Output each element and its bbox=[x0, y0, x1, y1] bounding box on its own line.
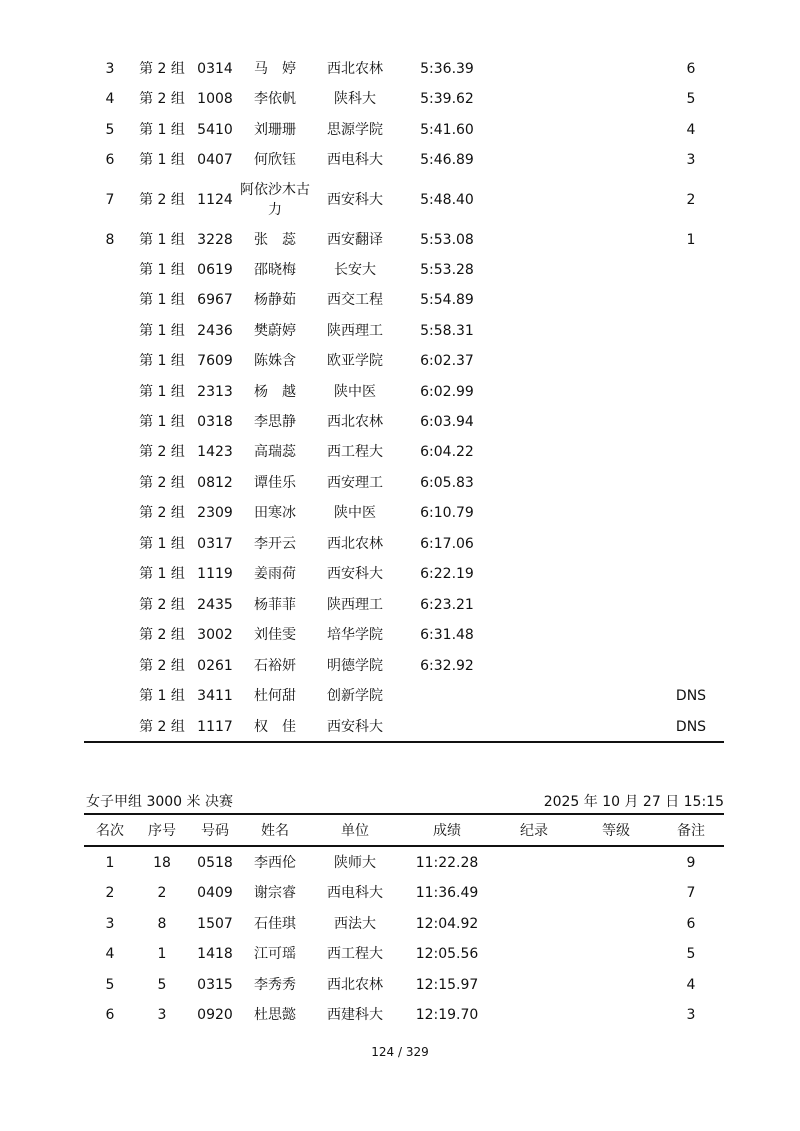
result-cell: 5:53.28 bbox=[420, 262, 474, 278]
note-cell bbox=[666, 377, 716, 407]
note-cell bbox=[666, 529, 716, 559]
result-cell: 5:58.31 bbox=[420, 323, 474, 339]
group-cell: 第 1 组 bbox=[139, 152, 185, 168]
unit-cell: 陕科大 bbox=[334, 91, 376, 107]
name-cell: 姜雨荷 bbox=[254, 566, 296, 582]
group-cell: 第 1 组 bbox=[139, 122, 185, 138]
group-cell: 第 1 组 bbox=[139, 262, 185, 278]
name-cell: 高瑞蕊 bbox=[254, 444, 296, 460]
number-cell: 3228 bbox=[197, 232, 233, 248]
number-cell: 7609 bbox=[197, 353, 233, 369]
result-cell: 6:04.22 bbox=[420, 444, 474, 460]
result-cell: 6:02.99 bbox=[420, 384, 474, 400]
name-cell: 邵晓梅 bbox=[254, 262, 296, 278]
result-cell: 6:02.37 bbox=[420, 353, 474, 369]
note-cell bbox=[666, 407, 716, 437]
group-cell: 第 2 组 bbox=[139, 719, 185, 735]
unit-cell: 西电科大 bbox=[327, 152, 383, 168]
group-cell: 第 1 组 bbox=[139, 414, 185, 430]
result-cell: 6:32.92 bbox=[420, 658, 474, 674]
result-cell: 6:17.06 bbox=[420, 536, 474, 552]
rank-cell bbox=[90, 651, 130, 681]
rank-cell bbox=[90, 590, 130, 620]
note-cell: 7 bbox=[686, 885, 696, 901]
name-cell: 石佳琪 bbox=[254, 916, 296, 932]
result-cell: 5:48.40 bbox=[420, 192, 474, 208]
bib-cell: 5 bbox=[157, 977, 167, 993]
number-cell: 2313 bbox=[197, 384, 233, 400]
rank-cell: 1 bbox=[105, 855, 115, 871]
name-cell: 田寒冰 bbox=[254, 505, 296, 521]
rank-cell: 5 bbox=[105, 977, 115, 993]
number-cell: 3411 bbox=[197, 688, 233, 704]
number-cell: 0315 bbox=[197, 977, 233, 993]
result-cell: 12:19.70 bbox=[415, 1007, 479, 1023]
result-cell: 6:10.79 bbox=[420, 505, 474, 521]
unit-cell: 西安科大 bbox=[327, 566, 383, 582]
table-row bbox=[84, 115, 724, 145]
table-row bbox=[84, 878, 724, 908]
unit-cell: 思源学院 bbox=[327, 122, 383, 138]
number-cell: 0619 bbox=[197, 262, 233, 278]
name-cell: 谭佳乐 bbox=[254, 475, 296, 491]
number-cell: 1008 bbox=[197, 91, 233, 107]
unit-cell: 陕西理工 bbox=[327, 597, 383, 613]
note-cell bbox=[666, 468, 716, 498]
note-cell: 5 bbox=[686, 946, 696, 962]
rank-cell: 2 bbox=[105, 885, 115, 901]
table-row bbox=[84, 407, 724, 437]
group-cell: 第 1 组 bbox=[139, 323, 185, 339]
group-cell: 第 1 组 bbox=[139, 566, 185, 582]
unit-cell: 西电科大 bbox=[327, 885, 383, 901]
note-cell bbox=[666, 316, 716, 346]
result-cell: 11:22.28 bbox=[415, 855, 479, 871]
name-cell: 杨菲菲 bbox=[254, 597, 296, 613]
header-bib: 序号 bbox=[148, 823, 176, 839]
name-cell: 李思静 bbox=[254, 414, 296, 430]
unit-cell: 陕中医 bbox=[334, 505, 376, 521]
table-row bbox=[84, 651, 724, 681]
unit-cell: 西工程大 bbox=[327, 946, 383, 962]
result-cell: 5:39.62 bbox=[420, 91, 474, 107]
note-cell: 9 bbox=[686, 855, 696, 871]
number-cell: 0920 bbox=[197, 1007, 233, 1023]
table-row bbox=[84, 84, 724, 114]
result-cell: 6:05.83 bbox=[420, 475, 474, 491]
table-row bbox=[84, 681, 724, 711]
note-cell: 6 bbox=[686, 61, 696, 77]
number-cell: 1423 bbox=[197, 444, 233, 460]
unit-cell: 西交工程 bbox=[327, 292, 383, 308]
group-cell: 第 2 组 bbox=[139, 475, 185, 491]
result-cell: 12:15.97 bbox=[415, 977, 479, 993]
note-cell bbox=[666, 620, 716, 650]
number-cell: 1117 bbox=[197, 719, 233, 735]
rank-cell bbox=[90, 468, 130, 498]
result-cell: 6:22.19 bbox=[420, 566, 474, 582]
note-cell: 5 bbox=[686, 91, 696, 107]
table-row bbox=[84, 316, 724, 346]
table-row bbox=[84, 939, 724, 969]
group-cell: 第 1 组 bbox=[139, 536, 185, 552]
rank-cell bbox=[90, 346, 130, 376]
result-cell: 6:31.48 bbox=[420, 627, 474, 643]
table-row bbox=[84, 529, 724, 559]
note-cell: 3 bbox=[686, 1007, 696, 1023]
group-cell: 第 2 组 bbox=[139, 444, 185, 460]
table-row bbox=[84, 498, 724, 528]
note-cell bbox=[666, 285, 716, 315]
group-cell: 第 2 组 bbox=[139, 91, 185, 107]
rank-cell bbox=[90, 620, 130, 650]
note-cell: DNS bbox=[675, 719, 707, 735]
table-row bbox=[84, 145, 724, 175]
rank-cell bbox=[90, 681, 130, 711]
note-cell bbox=[666, 255, 716, 285]
rank-cell: 5 bbox=[105, 122, 115, 138]
header-level: 等级 bbox=[602, 823, 630, 839]
name-cell: 马 婷 bbox=[254, 61, 296, 77]
rank-cell: 3 bbox=[105, 916, 115, 932]
unit-cell: 西建科大 bbox=[327, 1007, 383, 1023]
header-top-rule bbox=[84, 813, 724, 815]
result-cell: 11:36.49 bbox=[415, 885, 479, 901]
number-cell: 2435 bbox=[197, 597, 233, 613]
result-cell: 12:05.56 bbox=[415, 946, 479, 962]
rank-cell bbox=[90, 285, 130, 315]
page-number: 124 / 329 bbox=[371, 1045, 429, 1059]
unit-cell: 陕师大 bbox=[334, 855, 376, 871]
rank-cell: 4 bbox=[105, 91, 115, 107]
group-cell: 第 2 组 bbox=[139, 658, 185, 674]
note-cell bbox=[666, 346, 716, 376]
header-note: 备注 bbox=[677, 823, 705, 839]
number-cell: 1418 bbox=[197, 946, 233, 962]
name-cell: 阿依沙木古力 bbox=[240, 182, 310, 218]
number-cell: 0518 bbox=[197, 855, 233, 871]
unit-cell: 培华学院 bbox=[327, 627, 383, 643]
name-cell: 杜思懿 bbox=[254, 1007, 296, 1023]
group-cell: 第 2 组 bbox=[139, 627, 185, 643]
header-bottom-rule bbox=[84, 845, 724, 847]
number-cell: 5410 bbox=[197, 122, 233, 138]
rank-cell: 6 bbox=[105, 152, 115, 168]
number-cell: 1119 bbox=[197, 566, 233, 582]
note-cell bbox=[666, 498, 716, 528]
unit-cell: 创新学院 bbox=[327, 688, 383, 704]
number-cell: 6967 bbox=[197, 292, 233, 308]
result-cell bbox=[406, 681, 488, 711]
unit-cell: 长安大 bbox=[334, 262, 376, 278]
unit-cell: 西安科大 bbox=[327, 719, 383, 735]
table-row bbox=[84, 377, 724, 407]
header-record: 纪录 bbox=[520, 823, 548, 839]
name-cell: 刘珊珊 bbox=[254, 122, 296, 138]
group-cell: 第 1 组 bbox=[139, 384, 185, 400]
group-cell: 第 1 组 bbox=[139, 292, 185, 308]
header-result: 成绩 bbox=[433, 823, 461, 839]
number-cell: 0318 bbox=[197, 414, 233, 430]
result-cell: 5:36.39 bbox=[420, 61, 474, 77]
event-datetime: 2025 年 10 月 27 日 15:15 bbox=[543, 794, 724, 810]
table-row bbox=[84, 285, 724, 315]
note-cell bbox=[666, 590, 716, 620]
rank-cell: 8 bbox=[105, 232, 115, 248]
header-number: 号码 bbox=[201, 823, 229, 839]
name-cell: 陈姝含 bbox=[254, 353, 296, 369]
note-cell: 4 bbox=[686, 977, 696, 993]
number-cell: 0812 bbox=[197, 475, 233, 491]
bib-cell: 8 bbox=[157, 916, 167, 932]
result-cell: 5:41.60 bbox=[420, 122, 474, 138]
table-row bbox=[84, 590, 724, 620]
table-row bbox=[84, 1000, 724, 1030]
group-cell: 第 1 组 bbox=[139, 232, 185, 248]
unit-cell: 西北农林 bbox=[327, 536, 383, 552]
event-title: 女子甲组 3000 米 决赛 bbox=[86, 794, 233, 810]
table-row bbox=[84, 172, 724, 228]
table-header-row bbox=[84, 816, 724, 846]
number-cell: 2436 bbox=[197, 323, 233, 339]
rank-cell bbox=[90, 529, 130, 559]
rank-cell bbox=[90, 316, 130, 346]
unit-cell: 西安翻译 bbox=[327, 232, 383, 248]
header-name: 姓名 bbox=[261, 823, 289, 839]
name-cell: 石裕妍 bbox=[254, 658, 296, 674]
unit-cell: 西北农林 bbox=[327, 61, 383, 77]
name-cell: 杨静茹 bbox=[254, 292, 296, 308]
name-cell: 李秀秀 bbox=[254, 977, 296, 993]
note-cell bbox=[666, 437, 716, 467]
note-cell bbox=[666, 651, 716, 681]
unit-cell: 西工程大 bbox=[327, 444, 383, 460]
rank-cell: 3 bbox=[105, 61, 115, 77]
table-row bbox=[84, 620, 724, 650]
number-cell: 0314 bbox=[197, 61, 233, 77]
rank-cell bbox=[90, 712, 130, 742]
bib-cell: 2 bbox=[157, 885, 167, 901]
rank-cell bbox=[90, 377, 130, 407]
unit-cell: 西安科大 bbox=[327, 192, 383, 208]
note-cell bbox=[666, 559, 716, 589]
name-cell: 刘佳雯 bbox=[254, 627, 296, 643]
name-cell: 李西伦 bbox=[254, 855, 296, 871]
unit-cell: 西北农林 bbox=[327, 414, 383, 430]
bib-cell: 1 bbox=[157, 946, 167, 962]
result-cell: 6:03.94 bbox=[420, 414, 474, 430]
name-cell: 江可瑶 bbox=[254, 946, 296, 962]
group-cell: 第 2 组 bbox=[139, 192, 185, 208]
number-cell: 2309 bbox=[197, 505, 233, 521]
number-cell: 3002 bbox=[197, 627, 233, 643]
note-cell: 2 bbox=[686, 192, 696, 208]
bib-cell: 18 bbox=[153, 855, 171, 871]
table-row bbox=[84, 970, 724, 1000]
name-cell: 谢宗睿 bbox=[254, 885, 296, 901]
unit-cell: 陕西理工 bbox=[327, 323, 383, 339]
table-row bbox=[84, 54, 724, 84]
unit-cell: 西北农林 bbox=[327, 977, 383, 993]
note-cell: DNS bbox=[675, 688, 707, 704]
group-cell: 第 1 组 bbox=[139, 688, 185, 704]
table-row bbox=[84, 437, 724, 467]
table-row bbox=[84, 909, 724, 939]
rank-cell: 6 bbox=[105, 1007, 115, 1023]
note-cell: 3 bbox=[686, 152, 696, 168]
table-row bbox=[84, 225, 724, 255]
table-row bbox=[84, 468, 724, 498]
name-cell: 李开云 bbox=[254, 536, 296, 552]
number-cell: 1124 bbox=[197, 192, 233, 208]
rank-cell: 7 bbox=[105, 192, 115, 208]
name-cell: 何欣钰 bbox=[254, 152, 296, 168]
rank-cell bbox=[90, 559, 130, 589]
group-cell: 第 2 组 bbox=[139, 61, 185, 77]
result-cell: 5:53.08 bbox=[420, 232, 474, 248]
result-cell bbox=[406, 712, 488, 742]
unit-cell: 陕中医 bbox=[334, 384, 376, 400]
note-cell: 4 bbox=[686, 122, 696, 138]
rank-cell bbox=[90, 255, 130, 285]
number-cell: 0409 bbox=[197, 885, 233, 901]
note-cell: 6 bbox=[686, 916, 696, 932]
result-cell: 5:46.89 bbox=[420, 152, 474, 168]
note-cell: 1 bbox=[686, 232, 696, 248]
table-bottom-rule bbox=[84, 741, 724, 743]
number-cell: 0261 bbox=[197, 658, 233, 674]
name-cell: 杜何甜 bbox=[254, 688, 296, 704]
table-row bbox=[84, 559, 724, 589]
name-cell: 樊蔚婷 bbox=[254, 323, 296, 339]
number-cell: 0317 bbox=[197, 536, 233, 552]
group-cell: 第 2 组 bbox=[139, 597, 185, 613]
rank-cell bbox=[90, 498, 130, 528]
name-cell: 李依帆 bbox=[254, 91, 296, 107]
group-cell: 第 1 组 bbox=[139, 353, 185, 369]
name-cell: 杨 越 bbox=[254, 384, 296, 400]
rank-cell: 4 bbox=[105, 946, 115, 962]
result-cell: 12:04.92 bbox=[415, 916, 479, 932]
number-cell: 0407 bbox=[197, 152, 233, 168]
bib-cell: 3 bbox=[157, 1007, 167, 1023]
name-cell: 权 佳 bbox=[254, 719, 296, 735]
header-rank: 名次 bbox=[96, 823, 124, 839]
result-cell: 6:23.21 bbox=[420, 597, 474, 613]
table-row bbox=[84, 255, 724, 285]
rank-cell bbox=[90, 407, 130, 437]
table-row bbox=[84, 848, 724, 878]
name-cell: 张 蕊 bbox=[254, 232, 296, 248]
result-cell: 5:54.89 bbox=[420, 292, 474, 308]
unit-cell: 欧亚学院 bbox=[327, 353, 383, 369]
unit-cell: 西法大 bbox=[334, 916, 376, 932]
table-row bbox=[84, 712, 724, 742]
unit-cell: 明德学院 bbox=[327, 658, 383, 674]
number-cell: 1507 bbox=[197, 916, 233, 932]
unit-cell: 西安理工 bbox=[327, 475, 383, 491]
rank-cell bbox=[90, 437, 130, 467]
header-unit: 单位 bbox=[341, 823, 369, 839]
table-row bbox=[84, 346, 724, 376]
group-cell: 第 2 组 bbox=[139, 505, 185, 521]
